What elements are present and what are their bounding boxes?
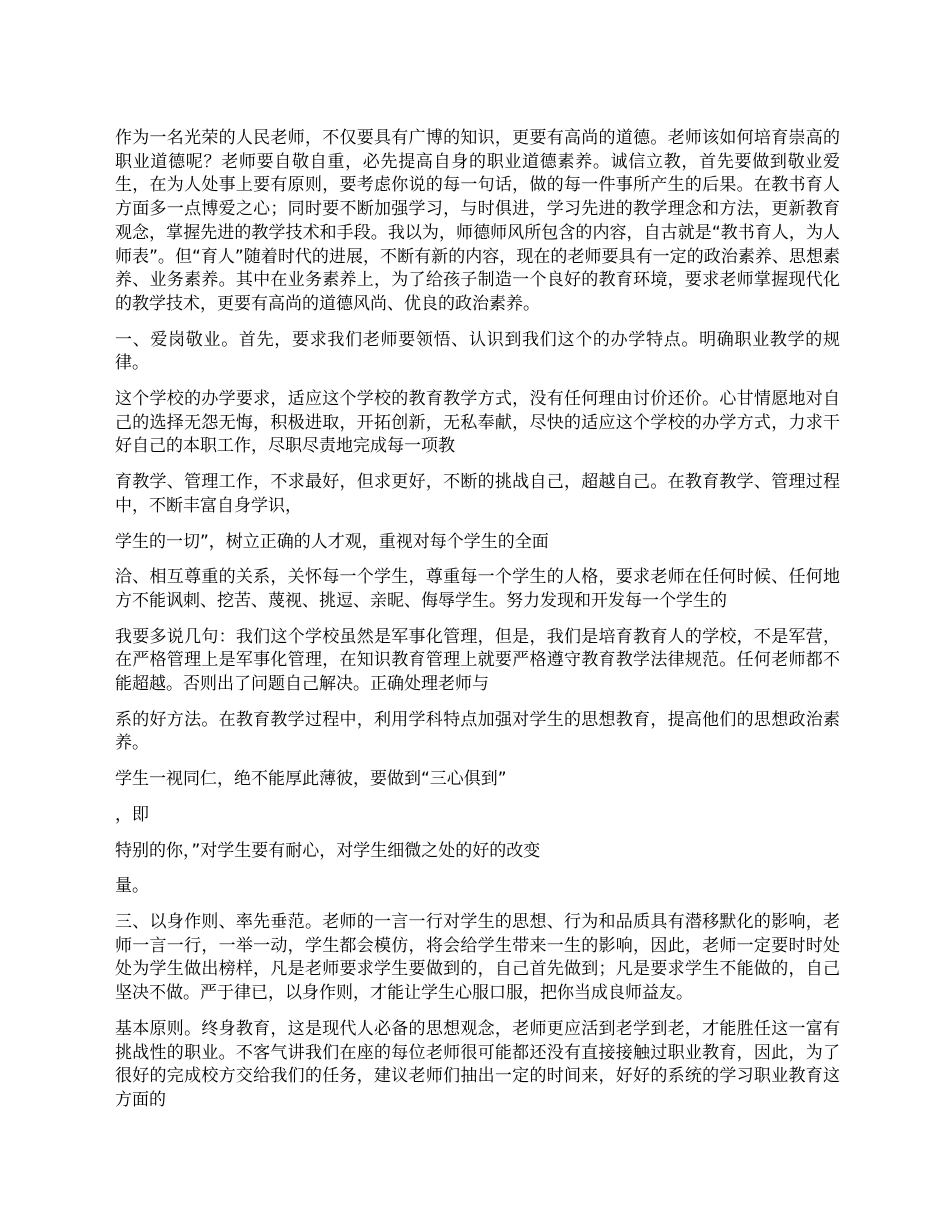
paragraph: 洽、相互尊重的关系，关怀每一个学生，尊重每一个学生的人格，要求老师在任何时候、任何地方不能讽刺、挖苦、蔑视、挑逗、亲昵、侮辱学生。努力发现和开发每一个学生的 bbox=[115, 567, 840, 611]
paragraph: 我要多说几句：我们这个学校虽然是军事化管理，但是，我们是培育教育人的学校，不是军营，在严格管理上是军事化管理，在知识教育管理上就要严格遵守教育教学法律规范。任何老师都不能超越。否则出了问题自己解决。正确处理老师与 bbox=[115, 626, 840, 695]
paragraph-section-one: 一、爱岗敬业。首先，要求我们老师要领悟、认识到我们这个的办学特点。明确职业教学的规律。 bbox=[115, 329, 840, 374]
paragraph: 学生的一切”，树立正确的人才观，重视对每个学生的全面 bbox=[115, 531, 549, 552]
paragraph: 育教学、管理工作，不求最好，但求更好，不断的挑战自己，超越自己。在教育教学、管理过程中，不断丰富自身学识， bbox=[115, 472, 840, 516]
paragraph: 量。 bbox=[115, 876, 149, 897]
paragraph: 特别的你，”对学生要有耐心，对学生细微之处的好的改变 bbox=[115, 840, 541, 861]
paragraph-section-three: 三、以身作则、率先垂范。老师的一言一行对学生的思想、行为和品质具有潜移默化的影响，老师一言一行，一举一动，学生都会模仿，将会给学生带来一生的影响，因此，老师一定要时时处处为学生做出榜样，凡是老师要求学生要做到的，自己首先做到；凡是要求学生不能做的，自己坚决不做。严于律已，以身作则，才能让学生心服口服，把你当成良师益友。 bbox=[115, 911, 840, 1004]
paragraph: 学生一视同仁，绝不能厚此薄彼，要做到“三心俱到” bbox=[115, 769, 507, 790]
paragraph-intro: 作为一名光荣的人民老师，不仅要具有广博的知识，更要有高尚的道德。老师该如何培育崇高的职业道德呢？老师要自敬自重，必先提高自身的职业道德素养。诚信立教，首先要做到敬业爱生，在为人处事上要有原则，要考虑你说的每一句话，做的每一件事所产生的后果。在教书育人方面多一点博爱之心；同时要不断加强学习，与时俱进，学习先进的教学理念和方法，更新教育观念，掌握先进的教学技术和手段。我以为，师德师风所包含的内容，自古就是“教书育人，为人师表”。但“育人”随着时代的进展，不断有新的内容，现在的老师要具有一定的政治素养、思想素养、业务素养。其中在业务素养上，为了给孩子制造一个良好的教育环境，要求老师掌握现代化的教学技术，更要有高尚的道德风尚、优良的政治素养。 bbox=[115, 128, 840, 314]
paragraph: 这个学校的办学要求，适应这个学校的教育教学方式，没有任何理由讨价还价。心甘情愿地对自己的选择无怨无悔，积极进取，开拓创新，无私奉献，尽快的适应这个学校的办学方式，力求干好自己的本职工作，尽职尽责地完成每一项教 bbox=[115, 389, 840, 457]
paragraph: 系的好方法。在教育教学过程中，利用学科特点加强对学生的思想教育，提高他们的思想政治素养。 bbox=[115, 709, 840, 754]
document-body bbox=[115, 127, 840, 1125]
paragraph: 基本原则。终身教育，这是现代人必备的思想观念，老师更应活到老学到老，才能胜任这一富有挑战性的职业。不客气讲我们在座的每位老师很可能都还没有直接接触过职业教育，因此，为了很好的完成校方交给我们的任务，建议老师们抽出一定的时间来，好好的系统的学习职业教育这方面的 bbox=[115, 1018, 840, 1110]
paragraph: ，即 bbox=[115, 804, 149, 825]
